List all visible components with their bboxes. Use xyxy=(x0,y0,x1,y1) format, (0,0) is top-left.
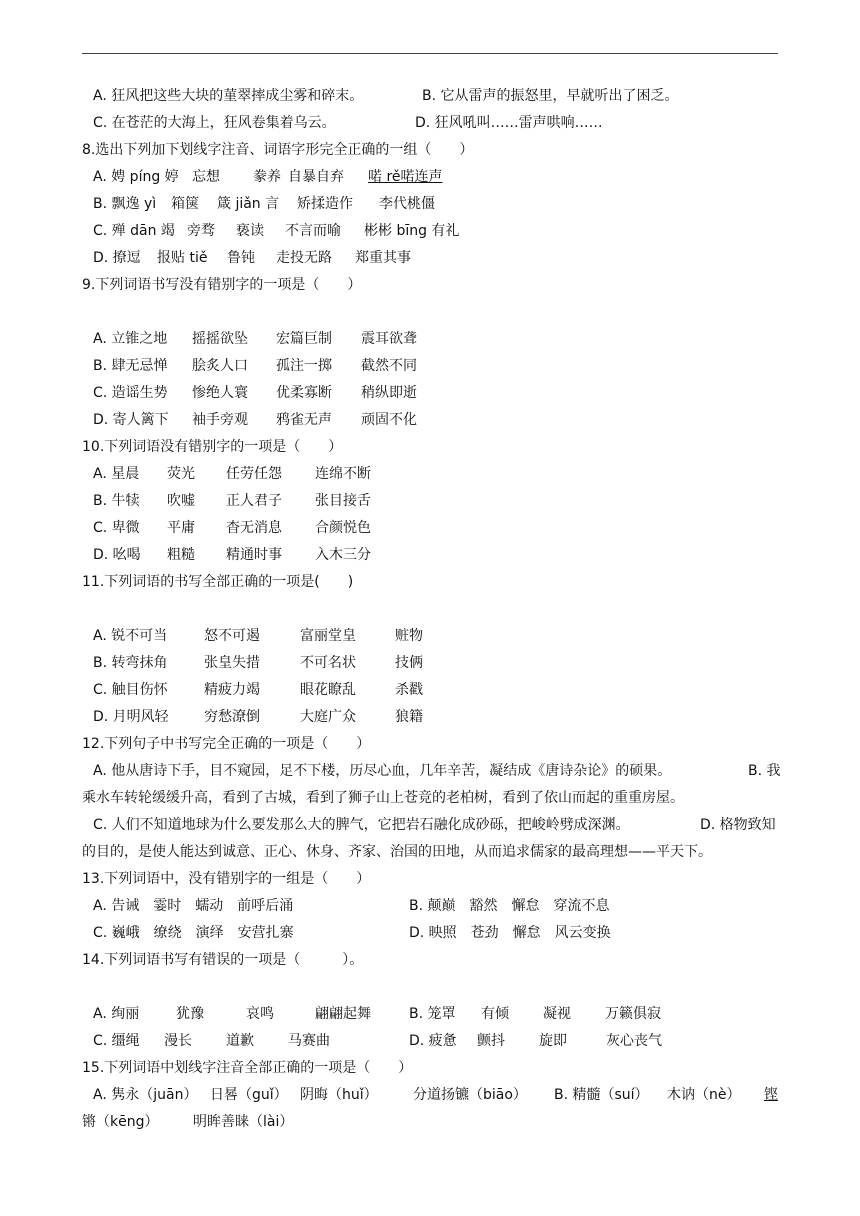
q13-option-a: A. 告诫 霎时 蠕动 前呼后涌 xyxy=(93,898,294,914)
q11-option-d: D. 月明风轻 穷愁潦倒 大庭广众 狼籍 xyxy=(93,709,423,725)
q7-row-2 xyxy=(93,113,860,133)
q12-option-c: C. 人们不知道地球为什么要发那么大的脾气，它把岩石融化成砂砾，把峻岭劈成深渊。 D. 格物致知 xyxy=(93,817,776,833)
q13-stem: 13.下列词语中，没有错别字的一组是（ ） xyxy=(82,871,371,887)
q13-option-c: C. 巍峨 缭绕 演绎 安营扎寨 xyxy=(93,925,294,941)
q11-option-c: C. 触目伤怀 精疲力竭 眼花瞭乱 杀戳 xyxy=(93,682,423,698)
q14-row-2: C. 缰绳 漫长 道歉 马赛曲 D. 疲惫 颤抖 旋即 灰心丧气 xyxy=(93,1033,662,1049)
q13-row-1 xyxy=(93,896,860,916)
q14-row-1: A. 绚丽 犹豫 哀鸣 翩翩起舞 B. 笼罩 有倾 凝视 万籁俱寂 xyxy=(93,1006,661,1022)
q13-option-b: B. 颠巅 豁然 懈怠 穿流不息 xyxy=(409,898,610,914)
q8-option-d: D. 撩逗 报贴 tiě 鲁钝 走投无路 郑重其事 xyxy=(93,250,411,266)
q7-option-d: D. 狂风吼叫……雷声哄响…… xyxy=(415,115,603,131)
q9-option-c: C. 造谣生势 惨绝人寰 优柔寡断 稍纵即逝 xyxy=(93,385,417,401)
q8-option-c: C. 殚 dān 竭 旁骛 亵读 不言而喻 彬彬 bīng 有礼 xyxy=(93,223,460,239)
q9-option-a: A. 立锥之地 摇摇欲坠 宏篇巨制 震耳欲聋 xyxy=(93,331,417,347)
q12-option-a: A. 他从唐诗下手，目不窥园，足不下楼，历尽心血，几年辛苦，凝结成《唐诗杂论》的硕果。 B. 我 xyxy=(93,763,781,779)
q10-option-b: B. 牛犊 吹嘘 正人君子 张目接舌 xyxy=(93,493,371,509)
q12-option-d: 的目的，是使人能达到诚意、正心、休身、齐家、治国的田地，从而追求儒家的最高理想——平天下。 xyxy=(82,844,712,860)
q12-option-b: 乘水车转轮缓缓升高，看到了古城，看到了狮子山上苍竞的老柏树，看到了依山而起的重重房屋。 xyxy=(82,790,684,806)
q10-option-d: D. 吆喝 粗糙 精通时事 入木三分 xyxy=(93,547,371,563)
q11-option-a: A. 锐不可当 怒不可遏 富丽堂皇 赃物 xyxy=(93,628,423,644)
q7-option-a: A. 狂风把这些大块的菫翠摔成尘雾和碎末。 xyxy=(93,88,364,104)
q7-option-b: B. 它从雷声的振怒里，早就听出了困乏。 xyxy=(422,88,679,104)
header-rule xyxy=(82,53,778,54)
q15-stem: 15.下列词语中划线字注音全部正确的一项是（ ） xyxy=(82,1060,413,1076)
q7-row-1 xyxy=(93,86,860,106)
q7-option-c: C. 在苍茫的大海上，狂风卷集着乌云。 xyxy=(93,115,336,131)
q11-stem: 11.下列词语的书写全部正确的一项是( ) xyxy=(82,574,354,590)
q12-stem: 12.下列句子中书写完全正确的一项是（ ） xyxy=(82,736,371,752)
q13-option-d: D. 映照 苍劲 懈怠 风云变换 xyxy=(409,925,611,941)
q9-option-d: D. 寄人篱下 袖手旁观 鸦雀无声 顽固不化 xyxy=(93,412,417,428)
q8-option-b: B. 飘逸 yì 箱箧 箴 jiǎn 言 矫揉造作 李代桃僵 xyxy=(93,196,435,212)
q8-stem: 8.选出下列加下划线字注音、词语字形完全正确的一组（ ） xyxy=(82,142,474,158)
q9-stem: 9.下列词语书写没有错别字的一项是（ ） xyxy=(82,277,362,293)
q15-row-2: 锵（kēng） 明眸善睐（lài） xyxy=(82,1114,294,1130)
q10-option-a: A. 星晨 荧光 任劳任怨 连绵不断 xyxy=(93,466,371,482)
q10-option-c: C. 卑微 平庸 杳无消息 合颜悦色 xyxy=(93,520,371,536)
q9-option-b: B. 肆无忌惮 脍炙人口 孤注一掷 截然不同 xyxy=(93,358,417,374)
q13-row-2 xyxy=(93,923,860,943)
q8-option-a: A. 娉 píng 婷 忘想 豢养 自暴自弃 喏 rě喏连声 xyxy=(93,169,443,185)
q14-stem: 14.下列词语书写有错误的一项是（ ）。 xyxy=(82,952,364,968)
q15-row-1: A. 隽永（juān） 日晷（guǐ） 阴晦（huǐ） 分道扬镳（biāo） B. 精髓（suí） 木讷（nè） 铿 xyxy=(93,1087,778,1103)
q11-option-b: B. 转弯抹角 张皇失措 不可名状 技俩 xyxy=(93,655,423,671)
q10-stem: 10.下列词语没有错别字的一项是（ ） xyxy=(82,439,343,455)
